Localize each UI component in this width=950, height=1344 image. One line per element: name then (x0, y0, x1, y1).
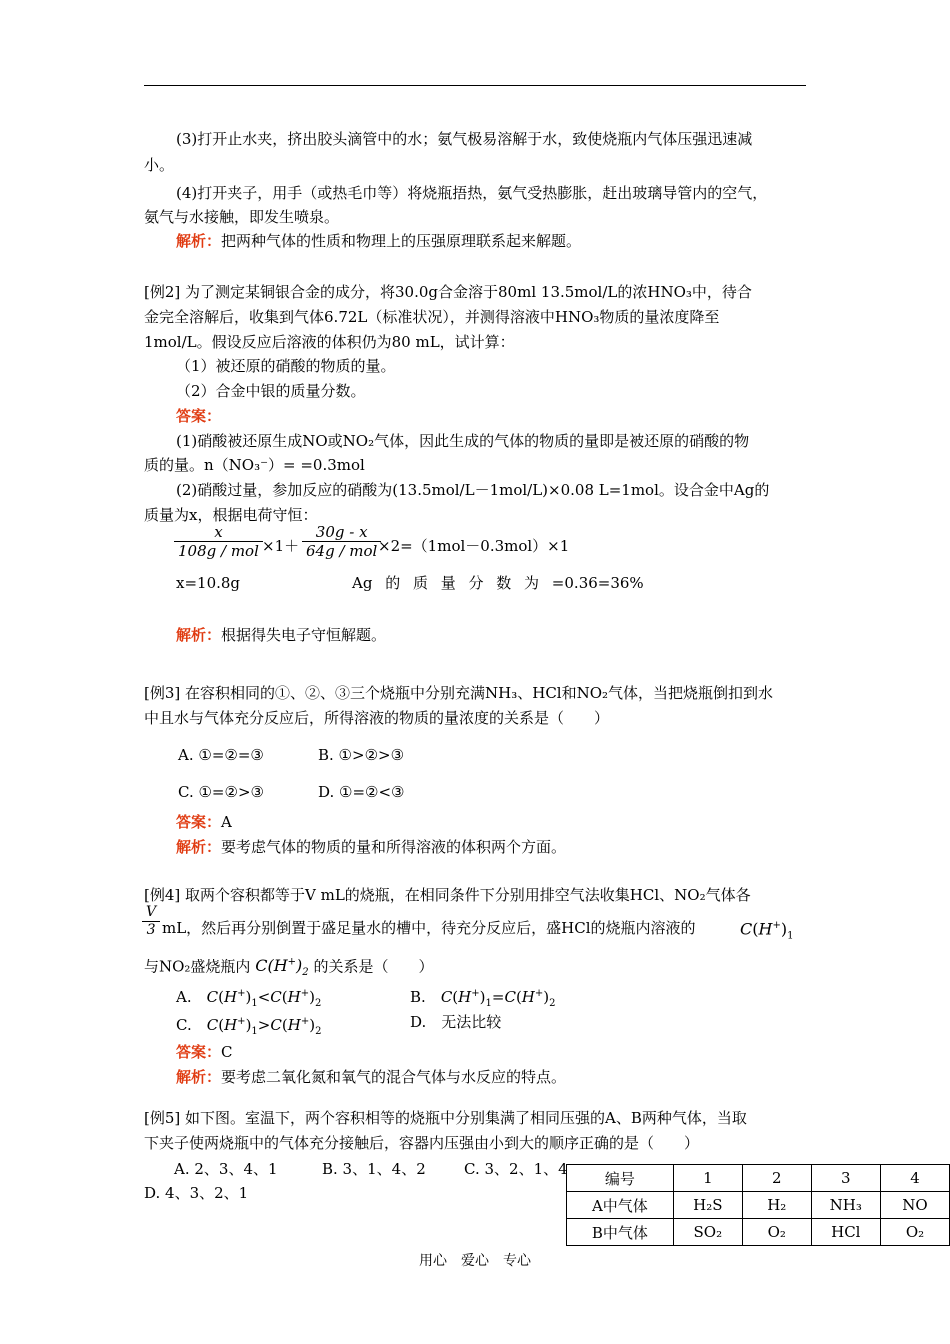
table-row (567, 1192, 950, 1219)
option-d: D. 4、3、2、1 (144, 1184, 249, 1202)
answer-value: C (221, 1043, 233, 1061)
analysis-label: 解析： (176, 838, 222, 856)
table-cell: H₂ (742, 1192, 811, 1219)
option-d: D. 无法比较 (410, 1013, 502, 1031)
option-b: B. 3、1、4、2 (322, 1160, 426, 1178)
equation-part: ×2=（1mol－0.3mol）×1 (378, 537, 570, 555)
question-2: （2）合金中银的质量分数。 (176, 382, 366, 400)
table-cell: NO (880, 1192, 949, 1219)
text-line: (4)打开夹子，用手（或热毛巾等）将烧瓶捂热，氨气受热膨胀，赶出玻璃导管内的空气， (176, 184, 768, 202)
text-line: (3)打开止水夹，挤出胶头滴管中的水；氨气极易溶解于水，致使烧瓶内气体压强迅速减 (176, 130, 753, 148)
option-c: C. $C(H^+)_1>C(H^+)_2$ (176, 1016, 322, 1037)
table-cell: A中气体 (567, 1192, 674, 1219)
analysis-text: 要考虑二氧化氮和氧气的混合气体与水反应的特点。 (221, 1068, 567, 1086)
analysis-label: 解析： (176, 232, 222, 250)
option-c: C. ①=②>③ (178, 783, 264, 801)
example-3-line: [例3] 在容积相同的①、②、③三个烧瓶中分别充满NH₃、HCl和NO₂气体，当把烧瓶倒扣到水 (144, 684, 774, 702)
fraction-x-over-108: x 108g / mol (174, 523, 263, 560)
equation-part: ×1＋ (262, 537, 300, 555)
analysis-line (176, 230, 581, 252)
table-header-cell: 4 (880, 1165, 949, 1192)
table-header-cell: 3 (811, 1165, 880, 1192)
table-cell: O₂ (742, 1219, 811, 1246)
example-5-line: [例5] 如下图。室温下，两个容积相等的烧瓶中分别集满了相同压强的A、B两种气体，当取 (144, 1109, 747, 1127)
result-ag: Ag 的 质 量 分 数 为 =0.36=36% (352, 574, 644, 592)
answer-line: (2)硝酸过量，参加反应的硝酸为(13.5mol/L－1mol/L)×0.08 L=1mol。设合金中Ag的 (176, 481, 770, 499)
fraction-30g-over-64: 30g - x 64g / mol (302, 523, 381, 560)
analysis-line (176, 836, 566, 858)
table-cell: SO₂ (673, 1219, 742, 1246)
option-a: A. 2、3、4、1 (174, 1160, 278, 1178)
table-header-cell: 2 (742, 1165, 811, 1192)
example-4-line: mL，然后再分别倒置于盛足量水的槽中，待充分反应后，盛HCl的烧瓶内溶液的 (162, 919, 696, 937)
table-cell: NH₃ (811, 1192, 880, 1219)
fraction-v-over-3: V 3 (142, 904, 160, 939)
option-c: C. 3、2、1、4 (464, 1160, 568, 1178)
answer-line: (1)硝酸被还原生成NO或NO₂气体，因此生成的气体的物质的量即是被还原的硝酸的物 (176, 432, 750, 450)
option-a: A. $C(H^+)_1<C(H^+)_2$ (176, 988, 322, 1009)
answer-label: 答案： (176, 1043, 222, 1061)
table-cell: B中气体 (567, 1219, 674, 1246)
gas-table (566, 1164, 950, 1246)
example-5-line: 下夹子使两烧瓶中的气体充分接触后，容器内压强由小到大的顺序正确的是（ ） (144, 1134, 700, 1152)
analysis-line (176, 1066, 566, 1088)
example-3-line: 中且水与气体充分反应后，所得溶液的物质的量浓度的关系是（ ） (144, 709, 610, 727)
analysis-text: 把两种气体的性质和物理上的压强原理联系起来解题。 (221, 232, 582, 250)
answer-line: 质量为x，根据电荷守恒： (144, 506, 318, 524)
option-a: A. ①=②=③ (178, 746, 264, 764)
example-2-line: [例2] 为了测定某铜银合金的成分，将30.0g合金溶于80ml 13.5mol/L的浓HNO₃中，待合 (144, 283, 752, 301)
header-rule (144, 85, 806, 86)
text-line: 氨气与水接触，即发生喷泉。 (144, 208, 340, 226)
example-2-line: 金完全溶解后，收集到气体6.72L（标准状况），并测得溶液中HNO₃物质的量浓度降至 (144, 308, 720, 326)
example-2-line: 1mol/L。假设反应后溶液的体积仍为80 mL，试计算： (144, 333, 515, 351)
text-line: 小。 (144, 156, 175, 174)
answer-line: 质的量。n（NO₃⁻）= =0.3mol (144, 456, 365, 474)
table-header-cell: 1 (673, 1165, 742, 1192)
answer-label: 答案： (176, 407, 222, 425)
option-b: B. ①>②>③ (318, 746, 405, 764)
analysis-text: 要考虑气体的物质的量和所得溶液的体积两个方面。 (221, 838, 567, 856)
formula-ch1: $C(H^+)_1$ (740, 919, 794, 942)
question-1: （1）被还原的硝酸的物质的量。 (176, 357, 396, 375)
analysis-label: 解析： (176, 626, 222, 644)
table-cell: O₂ (880, 1219, 949, 1246)
formula-ch2: $C(H^+)_2$ (255, 956, 309, 979)
analysis-line (176, 624, 386, 646)
analysis-text: 根据得失电子守恒解题。 (221, 626, 387, 644)
answer-line (176, 1041, 233, 1063)
table-cell: H₂S (673, 1192, 742, 1219)
example-4-line: [例4] 取两个容积都等于V mL的烧瓶，在相同条件下分别用排空气法收集HCl、NO₂气体各 (144, 886, 751, 904)
option-b: B. $C(H^+)_1=C(H^+)_2$ (410, 988, 556, 1009)
table-cell: HCl (811, 1219, 880, 1246)
answer-label: 答案： (176, 813, 222, 831)
answer-line (176, 811, 232, 833)
table-header-row (567, 1165, 950, 1192)
table-header-cell: 编号 (567, 1165, 674, 1192)
table-row (567, 1219, 950, 1246)
result-x: x=10.8g (176, 574, 241, 592)
page-footer: 用心 爱心 专心 (419, 1253, 531, 1269)
answer-value: A (221, 813, 232, 831)
example-4-line: 与NO₂盛烧瓶内 $C(H^+)_2$ 的关系是（ ） (144, 956, 434, 979)
analysis-label: 解析： (176, 1068, 222, 1086)
option-d: D. ①=②<③ (318, 783, 405, 801)
